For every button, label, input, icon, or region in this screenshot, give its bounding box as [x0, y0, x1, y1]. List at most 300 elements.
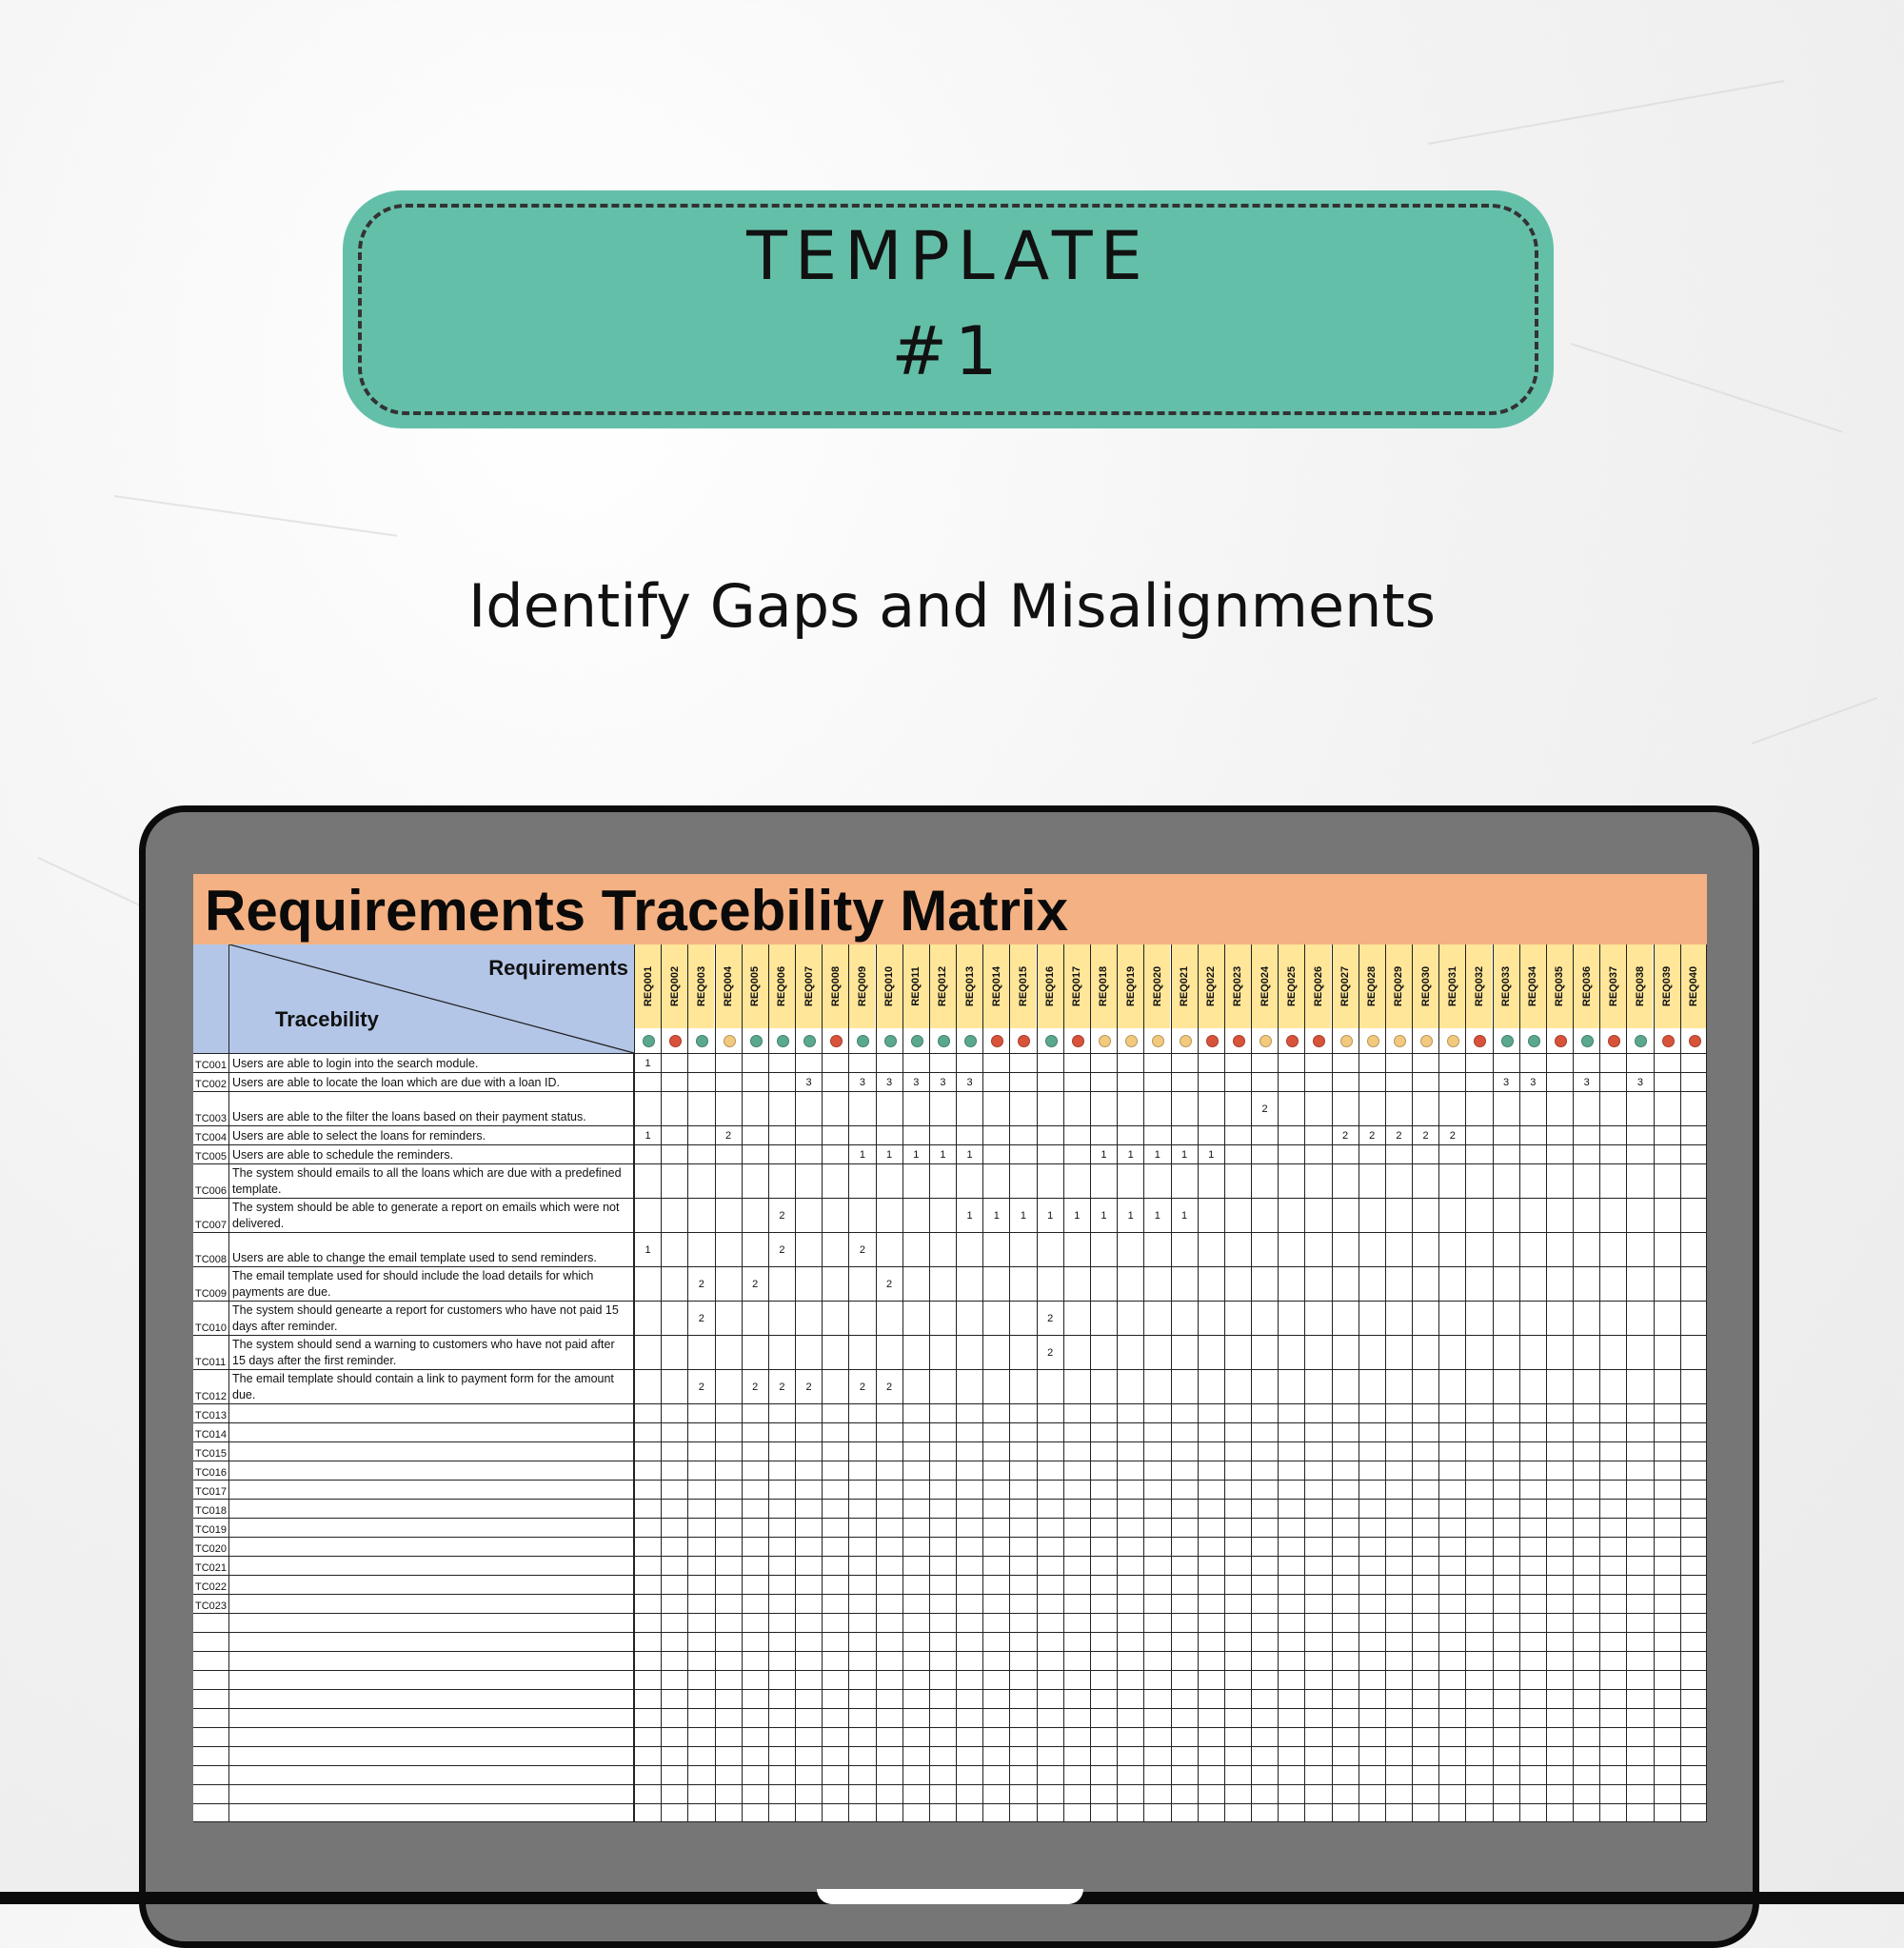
matrix-cell[interactable] [1573, 1557, 1599, 1575]
matrix-cell[interactable] [1224, 1785, 1251, 1803]
matrix-cell[interactable] [795, 1145, 822, 1163]
matrix-cell[interactable] [1680, 1054, 1707, 1072]
matrix-cell[interactable] [1385, 1709, 1412, 1727]
requirement-header[interactable] [715, 944, 742, 1028]
matrix-cell[interactable] [1438, 1538, 1465, 1556]
matrix-cell[interactable] [1304, 1652, 1331, 1670]
matrix-cell[interactable] [661, 1709, 687, 1727]
matrix-cell[interactable] [1117, 1481, 1143, 1499]
matrix-cell[interactable] [1412, 1054, 1438, 1072]
matrix-cell[interactable] [795, 1054, 822, 1072]
matrix-cell[interactable] [768, 1500, 795, 1518]
matrix-cell[interactable] [1251, 1126, 1278, 1144]
matrix-cell[interactable] [1198, 1785, 1224, 1803]
matrix-cell[interactable] [1332, 1500, 1359, 1518]
matrix-cell[interactable] [742, 1709, 768, 1727]
matrix-cell[interactable] [1143, 1336, 1170, 1369]
matrix-cell[interactable] [1251, 1302, 1278, 1335]
matrix-cell[interactable] [1224, 1054, 1251, 1072]
matrix-cell[interactable] [1493, 1145, 1519, 1163]
matrix-cell[interactable] [1278, 1595, 1304, 1613]
matrix-cell[interactable] [742, 1073, 768, 1091]
test-case-description-cell[interactable] [229, 1481, 634, 1499]
matrix-cell[interactable] [848, 1302, 875, 1335]
matrix-cell[interactable] [902, 1614, 929, 1632]
matrix-cell[interactable] [1465, 1614, 1492, 1632]
matrix-cell[interactable] [1626, 1233, 1653, 1266]
matrix-cell[interactable] [848, 1481, 875, 1499]
matrix-cell[interactable] [715, 1671, 742, 1689]
matrix-cell[interactable] [1626, 1145, 1653, 1163]
matrix-cell[interactable] [768, 1785, 795, 1803]
matrix-cell[interactable] [929, 1461, 956, 1480]
matrix-cell[interactable] [1546, 1164, 1573, 1198]
matrix-cell[interactable] [742, 1633, 768, 1651]
matrix-cell[interactable] [929, 1442, 956, 1461]
matrix-cell[interactable] [929, 1690, 956, 1708]
matrix-cell[interactable] [1009, 1804, 1036, 1822]
matrix-cell[interactable] [1198, 1595, 1224, 1613]
matrix-cell[interactable] [795, 1652, 822, 1670]
matrix-cell[interactable] [661, 1671, 687, 1689]
test-case-id-cell[interactable] [193, 1092, 229, 1125]
matrix-cell[interactable] [1224, 1709, 1251, 1727]
matrix-cell[interactable] [1143, 1233, 1170, 1266]
matrix-cell[interactable] [1198, 1519, 1224, 1537]
matrix-cell[interactable] [929, 1519, 956, 1537]
matrix-cell[interactable] [795, 1336, 822, 1369]
matrix-cell[interactable] [1090, 1267, 1117, 1301]
matrix-cell[interactable] [1037, 1766, 1063, 1784]
matrix-cell[interactable] [822, 1233, 848, 1266]
matrix-cell[interactable] [634, 1519, 661, 1537]
matrix-cell[interactable] [1519, 1302, 1546, 1335]
matrix-cell[interactable] [1412, 1747, 1438, 1765]
matrix-cell[interactable] [876, 1766, 902, 1784]
matrix-cell[interactable] [1626, 1576, 1653, 1594]
matrix-cell[interactable] [1143, 1199, 1170, 1232]
matrix-cell[interactable] [929, 1302, 956, 1335]
matrix-cell[interactable] [876, 1614, 902, 1632]
matrix-cell[interactable] [1198, 1652, 1224, 1670]
matrix-cell[interactable] [1573, 1054, 1599, 1072]
matrix-cell[interactable] [929, 1423, 956, 1441]
matrix-cell[interactable] [1251, 1054, 1278, 1072]
status-cell[interactable] [1143, 1028, 1170, 1053]
matrix-cell[interactable] [1037, 1557, 1063, 1575]
matrix-cell[interactable] [982, 1126, 1009, 1144]
test-case-description-cell[interactable] [229, 1690, 634, 1708]
matrix-cell[interactable] [1385, 1538, 1412, 1556]
matrix-cell[interactable] [661, 1690, 687, 1708]
matrix-cell[interactable] [661, 1423, 687, 1441]
matrix-cell[interactable] [1493, 1442, 1519, 1461]
matrix-cell[interactable] [1090, 1595, 1117, 1613]
matrix-cell[interactable] [1332, 1073, 1359, 1091]
matrix-cell[interactable] [1519, 1538, 1546, 1556]
matrix-cell[interactable] [1465, 1652, 1492, 1670]
matrix-cell[interactable] [1090, 1652, 1117, 1670]
matrix-cell[interactable] [795, 1164, 822, 1198]
matrix-cell[interactable] [1171, 1073, 1198, 1091]
matrix-cell[interactable] [1143, 1557, 1170, 1575]
matrix-cell[interactable] [956, 1442, 982, 1461]
matrix-cell[interactable] [634, 1461, 661, 1480]
matrix-cell[interactable] [982, 1423, 1009, 1441]
matrix-cell[interactable] [1224, 1145, 1251, 1163]
matrix-cell[interactable] [1412, 1519, 1438, 1537]
matrix-cell[interactable] [634, 1481, 661, 1499]
matrix-cell[interactable] [1063, 1199, 1090, 1232]
matrix-cell[interactable] [1009, 1126, 1036, 1144]
matrix-cell[interactable] [1493, 1595, 1519, 1613]
matrix-cell[interactable] [982, 1614, 1009, 1632]
matrix-cell[interactable] [795, 1690, 822, 1708]
matrix-cell[interactable] [1251, 1092, 1278, 1125]
matrix-cell[interactable] [1519, 1766, 1546, 1784]
matrix-cell[interactable] [876, 1747, 902, 1765]
matrix-cell[interactable] [687, 1423, 714, 1441]
matrix-cell[interactable] [1278, 1652, 1304, 1670]
matrix-cell[interactable] [1304, 1728, 1331, 1746]
matrix-cell[interactable] [1198, 1747, 1224, 1765]
matrix-cell[interactable] [1090, 1423, 1117, 1441]
matrix-cell[interactable] [1251, 1728, 1278, 1746]
matrix-cell[interactable] [1519, 1595, 1546, 1613]
matrix-cell[interactable] [1626, 1785, 1653, 1803]
matrix-cell[interactable] [768, 1370, 795, 1403]
matrix-cell[interactable] [822, 1164, 848, 1198]
matrix-cell[interactable] [1599, 1576, 1626, 1594]
matrix-cell[interactable] [1465, 1199, 1492, 1232]
matrix-cell[interactable] [1680, 1302, 1707, 1335]
matrix-cell[interactable] [634, 1267, 661, 1301]
matrix-cell[interactable] [982, 1145, 1009, 1163]
matrix-cell[interactable] [1599, 1336, 1626, 1369]
matrix-cell[interactable] [687, 1302, 714, 1335]
matrix-cell[interactable] [1493, 1336, 1519, 1369]
test-case-description-cell[interactable] [229, 1054, 634, 1072]
matrix-cell[interactable] [1009, 1690, 1036, 1708]
matrix-cell[interactable] [1171, 1747, 1198, 1765]
matrix-cell[interactable] [742, 1576, 768, 1594]
matrix-cell[interactable] [742, 1671, 768, 1689]
matrix-cell[interactable] [1359, 1614, 1385, 1632]
test-case-id-cell[interactable] [193, 1481, 229, 1499]
matrix-cell[interactable] [1359, 1461, 1385, 1480]
matrix-cell[interactable] [982, 1054, 1009, 1072]
requirement-header[interactable] [1117, 944, 1143, 1028]
matrix-cell[interactable] [1626, 1747, 1653, 1765]
matrix-cell[interactable] [1278, 1614, 1304, 1632]
matrix-cell[interactable] [1626, 1461, 1653, 1480]
matrix-cell[interactable] [982, 1233, 1009, 1266]
matrix-cell[interactable] [822, 1404, 848, 1422]
matrix-cell[interactable] [1385, 1481, 1412, 1499]
matrix-cell[interactable] [1573, 1370, 1599, 1403]
matrix-cell[interactable] [768, 1073, 795, 1091]
matrix-cell[interactable] [1412, 1538, 1438, 1556]
matrix-cell[interactable] [848, 1073, 875, 1091]
matrix-cell[interactable] [876, 1595, 902, 1613]
test-case-id-cell[interactable] [193, 1164, 229, 1198]
matrix-cell[interactable] [1304, 1747, 1331, 1765]
matrix-cell[interactable] [1359, 1500, 1385, 1518]
matrix-cell[interactable] [876, 1164, 902, 1198]
matrix-cell[interactable] [1171, 1233, 1198, 1266]
matrix-cell[interactable] [1090, 1461, 1117, 1480]
matrix-cell[interactable] [1385, 1267, 1412, 1301]
matrix-cell[interactable] [822, 1709, 848, 1727]
matrix-cell[interactable] [1412, 1671, 1438, 1689]
matrix-cell[interactable] [1626, 1481, 1653, 1499]
matrix-cell[interactable] [1171, 1126, 1198, 1144]
matrix-cell[interactable] [1304, 1267, 1331, 1301]
matrix-cell[interactable] [1332, 1145, 1359, 1163]
test-case-id-cell[interactable] [193, 1557, 229, 1575]
matrix-cell[interactable] [687, 1404, 714, 1422]
matrix-cell[interactable] [1090, 1126, 1117, 1144]
matrix-cell[interactable] [876, 1073, 902, 1091]
matrix-cell[interactable] [1359, 1633, 1385, 1651]
matrix-cell[interactable] [1117, 1538, 1143, 1556]
matrix-cell[interactable] [768, 1461, 795, 1480]
status-cell[interactable] [1037, 1028, 1063, 1053]
matrix-cell[interactable] [1063, 1519, 1090, 1537]
matrix-cell[interactable] [848, 1092, 875, 1125]
matrix-cell[interactable] [1037, 1145, 1063, 1163]
matrix-cell[interactable] [634, 1199, 661, 1232]
matrix-cell[interactable] [822, 1302, 848, 1335]
matrix-cell[interactable] [1519, 1233, 1546, 1266]
matrix-cell[interactable] [634, 1073, 661, 1091]
status-cell[interactable] [1599, 1028, 1626, 1053]
matrix-cell[interactable] [1224, 1442, 1251, 1461]
matrix-cell[interactable] [956, 1766, 982, 1784]
matrix-cell[interactable] [768, 1481, 795, 1499]
matrix-cell[interactable] [1224, 1164, 1251, 1198]
matrix-cell[interactable] [1251, 1145, 1278, 1163]
matrix-cell[interactable] [1332, 1652, 1359, 1670]
matrix-cell[interactable] [1090, 1538, 1117, 1556]
requirement-header[interactable] [1037, 944, 1063, 1028]
matrix-cell[interactable] [1009, 1054, 1036, 1072]
test-case-description-cell[interactable] [229, 1576, 634, 1594]
matrix-cell[interactable] [1251, 1595, 1278, 1613]
matrix-cell[interactable] [876, 1126, 902, 1144]
matrix-cell[interactable] [1063, 1766, 1090, 1784]
matrix-cell[interactable] [1359, 1481, 1385, 1499]
matrix-cell[interactable] [982, 1652, 1009, 1670]
matrix-cell[interactable] [1573, 1633, 1599, 1651]
requirement-header[interactable] [822, 944, 848, 1028]
matrix-cell[interactable] [1198, 1557, 1224, 1575]
matrix-cell[interactable] [1385, 1054, 1412, 1072]
matrix-cell[interactable] [1304, 1164, 1331, 1198]
test-case-description-cell[interactable] [229, 1370, 634, 1403]
matrix-cell[interactable] [1117, 1576, 1143, 1594]
matrix-cell[interactable] [1198, 1576, 1224, 1594]
matrix-cell[interactable] [795, 1199, 822, 1232]
requirement-header[interactable] [1332, 944, 1359, 1028]
matrix-cell[interactable] [1063, 1557, 1090, 1575]
status-cell[interactable] [929, 1028, 956, 1053]
matrix-cell[interactable] [876, 1690, 902, 1708]
matrix-cell[interactable] [1117, 1073, 1143, 1091]
matrix-cell[interactable] [1680, 1370, 1707, 1403]
matrix-cell[interactable] [1599, 1614, 1626, 1632]
matrix-cell[interactable] [768, 1054, 795, 1072]
matrix-cell[interactable] [1117, 1747, 1143, 1765]
matrix-cell[interactable] [1037, 1785, 1063, 1803]
matrix-cell[interactable] [848, 1747, 875, 1765]
matrix-cell[interactable] [1465, 1267, 1492, 1301]
matrix-cell[interactable] [982, 1481, 1009, 1499]
matrix-cell[interactable] [715, 1500, 742, 1518]
matrix-cell[interactable] [822, 1126, 848, 1144]
matrix-cell[interactable] [1171, 1500, 1198, 1518]
matrix-cell[interactable] [795, 1126, 822, 1144]
matrix-cell[interactable] [634, 1709, 661, 1727]
matrix-cell[interactable] [1412, 1728, 1438, 1746]
matrix-cell[interactable] [1171, 1766, 1198, 1784]
matrix-cell[interactable] [1063, 1785, 1090, 1803]
matrix-cell[interactable] [848, 1336, 875, 1369]
matrix-cell[interactable] [1654, 1671, 1680, 1689]
matrix-cell[interactable] [956, 1267, 982, 1301]
matrix-cell[interactable] [822, 1370, 848, 1403]
matrix-cell[interactable] [1546, 1538, 1573, 1556]
matrix-cell[interactable] [1573, 1785, 1599, 1803]
matrix-cell[interactable] [687, 1267, 714, 1301]
matrix-cell[interactable] [1278, 1336, 1304, 1369]
matrix-cell[interactable] [687, 1370, 714, 1403]
matrix-cell[interactable] [1385, 1633, 1412, 1651]
matrix-cell[interactable] [1143, 1092, 1170, 1125]
matrix-cell[interactable] [929, 1145, 956, 1163]
matrix-cell[interactable] [956, 1461, 982, 1480]
matrix-cell[interactable] [1332, 1442, 1359, 1461]
matrix-cell[interactable] [876, 1267, 902, 1301]
matrix-cell[interactable] [1438, 1302, 1465, 1335]
matrix-cell[interactable] [1251, 1766, 1278, 1784]
matrix-cell[interactable] [1438, 1576, 1465, 1594]
matrix-cell[interactable] [1654, 1538, 1680, 1556]
matrix-cell[interactable] [1143, 1519, 1170, 1537]
matrix-cell[interactable] [1599, 1481, 1626, 1499]
matrix-cell[interactable] [742, 1652, 768, 1670]
matrix-cell[interactable] [1519, 1519, 1546, 1537]
matrix-cell[interactable] [982, 1267, 1009, 1301]
matrix-cell[interactable] [1198, 1092, 1224, 1125]
matrix-cell[interactable] [715, 1766, 742, 1784]
matrix-cell[interactable] [822, 1481, 848, 1499]
matrix-cell[interactable] [1654, 1804, 1680, 1822]
matrix-cell[interactable] [687, 1336, 714, 1369]
matrix-cell[interactable] [1063, 1302, 1090, 1335]
matrix-cell[interactable] [1546, 1614, 1573, 1632]
matrix-cell[interactable] [1224, 1747, 1251, 1765]
status-cell[interactable] [982, 1028, 1009, 1053]
matrix-cell[interactable] [1009, 1614, 1036, 1632]
matrix-cell[interactable] [1385, 1461, 1412, 1480]
matrix-cell[interactable] [1654, 1747, 1680, 1765]
matrix-cell[interactable] [1332, 1404, 1359, 1422]
matrix-cell[interactable] [848, 1500, 875, 1518]
matrix-cell[interactable] [1143, 1267, 1170, 1301]
matrix-cell[interactable] [1304, 1442, 1331, 1461]
matrix-cell[interactable] [1117, 1557, 1143, 1575]
matrix-cell[interactable] [795, 1302, 822, 1335]
matrix-cell[interactable] [1037, 1747, 1063, 1765]
matrix-cell[interactable] [1412, 1164, 1438, 1198]
matrix-cell[interactable] [1359, 1054, 1385, 1072]
matrix-cell[interactable] [768, 1164, 795, 1198]
matrix-cell[interactable] [1224, 1671, 1251, 1689]
matrix-cell[interactable] [1546, 1709, 1573, 1727]
matrix-cell[interactable] [1519, 1370, 1546, 1403]
matrix-cell[interactable] [634, 1092, 661, 1125]
matrix-cell[interactable] [1573, 1576, 1599, 1594]
matrix-cell[interactable] [1171, 1785, 1198, 1803]
matrix-cell[interactable] [1278, 1766, 1304, 1784]
matrix-cell[interactable] [1009, 1302, 1036, 1335]
matrix-cell[interactable] [902, 1671, 929, 1689]
matrix-cell[interactable] [1519, 1747, 1546, 1765]
matrix-cell[interactable] [1493, 1671, 1519, 1689]
requirement-header[interactable] [1251, 944, 1278, 1028]
matrix-cell[interactable] [1493, 1633, 1519, 1651]
matrix-cell[interactable] [768, 1728, 795, 1746]
matrix-cell[interactable] [795, 1233, 822, 1266]
matrix-cell[interactable] [1304, 1336, 1331, 1369]
matrix-cell[interactable] [1332, 1054, 1359, 1072]
matrix-cell[interactable] [1251, 1336, 1278, 1369]
matrix-cell[interactable] [1251, 1614, 1278, 1632]
matrix-cell[interactable] [982, 1633, 1009, 1651]
matrix-cell[interactable] [634, 1423, 661, 1441]
matrix-cell[interactable] [822, 1538, 848, 1556]
matrix-cell[interactable] [1599, 1595, 1626, 1613]
matrix-cell[interactable] [822, 1728, 848, 1746]
status-cell[interactable] [634, 1028, 661, 1053]
matrix-cell[interactable] [661, 1267, 687, 1301]
matrix-cell[interactable] [742, 1500, 768, 1518]
matrix-cell[interactable] [661, 1785, 687, 1803]
matrix-cell[interactable] [1278, 1690, 1304, 1708]
matrix-cell[interactable] [1412, 1423, 1438, 1441]
matrix-cell[interactable] [1063, 1442, 1090, 1461]
matrix-cell[interactable] [715, 1481, 742, 1499]
matrix-cell[interactable] [687, 1633, 714, 1651]
status-cell[interactable] [1009, 1028, 1036, 1053]
matrix-cell[interactable] [742, 1804, 768, 1822]
matrix-cell[interactable] [1359, 1092, 1385, 1125]
matrix-cell[interactable] [956, 1690, 982, 1708]
matrix-cell[interactable] [715, 1302, 742, 1335]
matrix-cell[interactable] [1009, 1145, 1036, 1163]
test-case-description-cell[interactable] [229, 1073, 634, 1091]
matrix-cell[interactable] [848, 1423, 875, 1441]
matrix-cell[interactable] [929, 1481, 956, 1499]
matrix-cell[interactable] [1359, 1652, 1385, 1670]
matrix-cell[interactable] [1224, 1519, 1251, 1537]
matrix-cell[interactable] [1304, 1054, 1331, 1072]
matrix-cell[interactable] [1385, 1728, 1412, 1746]
matrix-cell[interactable] [1009, 1519, 1036, 1537]
matrix-cell[interactable] [929, 1785, 956, 1803]
matrix-cell[interactable] [822, 1671, 848, 1689]
